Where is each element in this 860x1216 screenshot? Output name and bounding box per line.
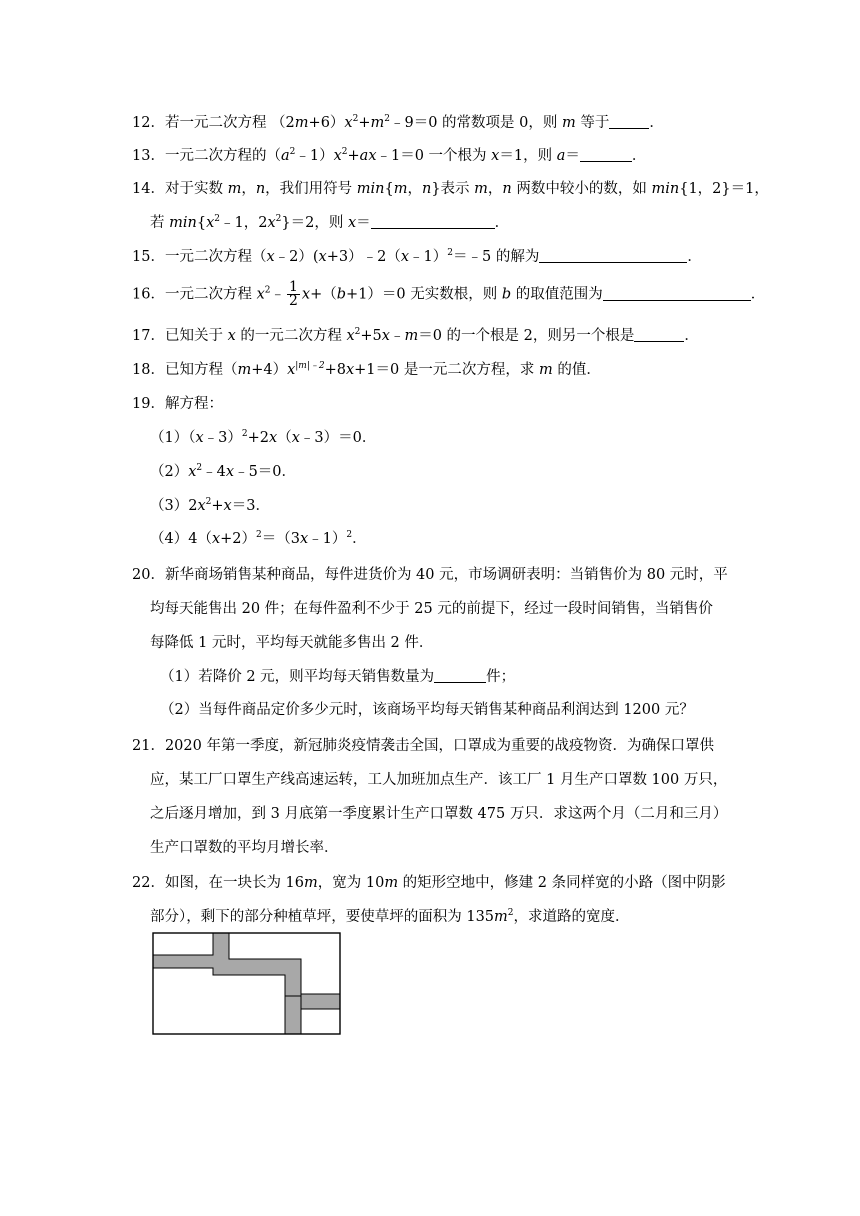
question-21-line-1: 21．2020 年第一季度，新冠肺炎疫情袭击全国，口罩成为重要的战疫物资．为确保口罩供: [132, 738, 714, 754]
question-14-line-1: 14．对于实数 m，n，我们用符号 min{m，n}表示 m，n 两数中较小的数，如 min{1，2}＝1，: [132, 181, 769, 197]
road-path-2: [285, 996, 301, 1034]
question-19-part-2: $(2)x^2﹣4x﹣5=0$．: [150, 463, 297, 480]
question-13: 13．一元二次方程的$(a^2﹣1)x^2+ax﹣1=0$ 一个根为 x＝1，则 a＝ ．: [132, 147, 647, 164]
fraction-one-half: $\frac{1}{2}$: [288, 279, 298, 309]
question-22-line-2: 部分），剩下的部分种植草坪，要使草坪的面积为 $135m^2$，求道路的宽度．: [150, 908, 630, 925]
question-12: 12．若一元二次方程 $(2m+6)x^2+m^2﹣9=0$ 的常数项是 0，则 m 等于 ．: [132, 114, 664, 131]
question-17: 17．已知关于 x 的一元二次方程 $x^2+5x﹣m=0$ 的一个根是 2，则另一个根是 ．: [132, 327, 699, 344]
answer-blank[interactable]: [434, 668, 486, 683]
answer-blank[interactable]: [609, 114, 649, 129]
road-path-3: [301, 994, 340, 1009]
question-19-part-4: $(4)4(x+2)^2=(3x﹣1)^2$．: [150, 530, 367, 547]
answer-blank[interactable]: [539, 248, 687, 263]
question-20-line-3: 每降低 1 元时，平均每天就能多售出 2 件．: [150, 635, 434, 651]
question-21-line-4: 生产口罩数的平均月增长率．: [150, 840, 339, 856]
answer-blank[interactable]: [580, 147, 632, 162]
question-20-line-2: 均每天能售出 20 件；在每件盈利不少于 25 元的前提下，经过一段时间销售，当销售价: [150, 601, 713, 617]
question-20-part-2: （2）当每件商品定价多少元时，该商场平均每天销售某种商品利润达到 1200 元？: [160, 702, 694, 718]
rectangle-outline: [153, 933, 340, 1034]
question-16: 16．一元二次方程 $x^2﹣$ $\frac{1}{2}$ x+（b+1）＝0 无实数根，则 b 的取值范围为 ．: [132, 279, 766, 309]
answer-blank[interactable]: [603, 286, 751, 301]
question-20-part-1: （1）若降价 2 元，则平均每天销售数量为 件；: [160, 669, 516, 685]
road-path-1: [153, 933, 301, 996]
question-21-line-3: 之后逐月增加，到 3 月底第一季度累计生产口罩数 475 万只．求这两个月（二月和三月）: [150, 806, 728, 822]
question-18: 18．已知方程$(m+4)x^{|m|﹣2}+8x+1=0$ 是一元二次方程，求 m 的值．: [132, 361, 601, 378]
question-20-line-1: 20．新华商场销售某种商品，每件进货价为 40 元，市场调研表明：当销售价为 80 元时，平: [132, 567, 728, 583]
question-15: 15．一元二次方程（x﹣2）(x+3）﹣2（x﹣1）$^2$＝﹣5 的解为 ．: [132, 248, 702, 265]
question-21-line-2: 应，某工厂口罩生产线高速运转，工人加班加点生产．该工厂 1 月生产口罩数 100 万只，: [150, 772, 728, 788]
answer-blank[interactable]: [371, 214, 495, 229]
question-14-line-2: 若 $\min\{x^2﹣1$，$2x^2\}=2$，则 x＝ ．: [150, 214, 510, 231]
question-22-line-1: 22．如图，在一块长为 16m，宽为 10m 的矩形空地中，修建 2 条同样宽的小路（图中阴影: [132, 875, 726, 891]
answer-blank[interactable]: [634, 327, 684, 342]
question-19-part-1: （1）（x﹣3）$^2$+2x（x﹣3）＝0．: [150, 429, 377, 446]
question-19: 19．解方程：: [132, 396, 223, 412]
rectangle-road-figure: [152, 932, 342, 1036]
question-19-part-3: $(3)2x^2+x=3$．: [150, 497, 270, 514]
